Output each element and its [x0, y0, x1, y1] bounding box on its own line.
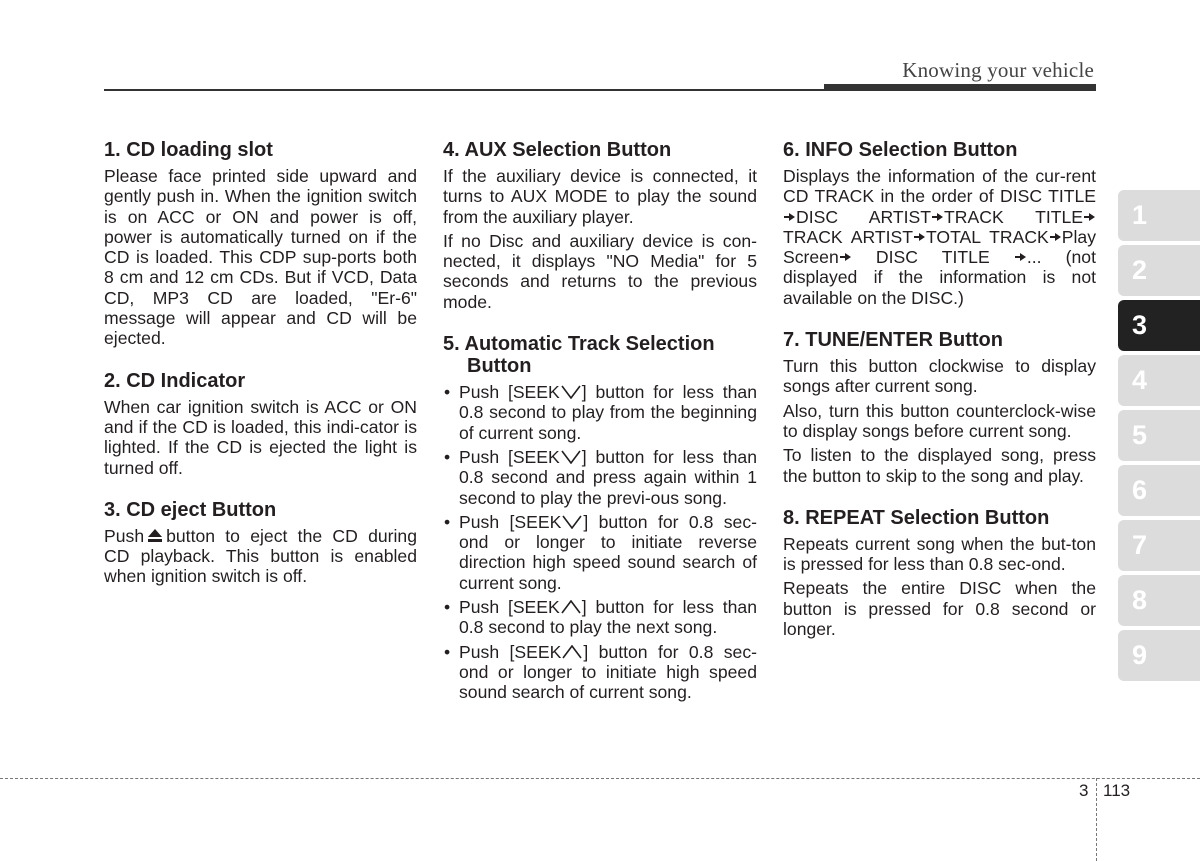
text-fragment: Push — [104, 525, 145, 546]
section-heading: 3. CD eject Button — [104, 498, 277, 521]
column-2 — [443, 139, 757, 724]
arrow-right-icon — [1015, 253, 1026, 261]
section-tune-enter-button — [783, 329, 1096, 486]
arrow-right-icon — [1084, 213, 1095, 221]
bullet-mark: • — [444, 641, 451, 662]
text-fragment: ] button for less than 0.8 second and press again within 1 second to play the previ-ous song. — [459, 446, 757, 508]
arrow-right-icon — [1050, 233, 1061, 241]
text-fragment: Play Screen — [783, 226, 1096, 268]
section-heading: 1. CD loading slot — [104, 139, 273, 161]
page-number: 113 — [1103, 781, 1131, 800]
section-info-selection-button — [783, 139, 1096, 308]
section-heading: 2. CD Indicator — [104, 369, 246, 392]
text-fragment: DISC TITLE — [851, 247, 1014, 268]
chevron-down-icon — [560, 450, 582, 464]
text-fragment: Push [SEEK — [459, 382, 560, 403]
section-text: If the auxiliary device is connected, it turns to AUX MODE to play the sound from the auxiliary player. — [443, 166, 757, 227]
section-repeat-selection-button — [783, 507, 1096, 639]
section-text: To listen to the displayed song, press the button to skip to the song and play. — [783, 445, 1096, 486]
section-text: Repeats current song when the but-ton is pressed for less than 0.8 sec-ond. — [783, 533, 1096, 575]
section-automatic-track-selection — [443, 333, 757, 702]
list-item — [443, 597, 757, 638]
chapter-tab-3[interactable]: 3 — [1118, 300, 1200, 351]
section-text: Please face printed side upward and gently push in. When the ignition switch is on ACC or ON and power is off, power is automatically turned on if the CD is loaded. This CDP sup-ports both 8 cm and 12 cm CDs. But if VCD, Data CD, MP3 CD are loaded, "Er-6" message will appear and CD will be ejected. — [104, 166, 417, 349]
list-item — [443, 447, 757, 508]
header-rule — [104, 89, 824, 91]
arrow-right-icon — [840, 253, 851, 261]
text-fragment: button to eject the CD during CD playback. This button is enabled when ignition switch is off. — [104, 525, 417, 587]
section-heading: 6. INFO Selection Button — [783, 139, 1018, 161]
section-text: When car ignition switch is ACC or ON and if the CD is loaded, this indi-cator is lighted. If the CD is ejected the light is turned off. — [104, 396, 417, 478]
section-cd-eject-button — [104, 499, 417, 587]
bullet-list — [443, 382, 757, 702]
chapter-tab-6[interactable]: 6 — [1118, 465, 1200, 516]
column-1 — [104, 139, 417, 608]
text-fragment: ] button for 0.8 sec-ond or longer to initiate reverse direction high speed sound search of current song. — [459, 511, 757, 593]
header-rule-accent — [824, 84, 1096, 91]
arrow-right-icon — [932, 213, 943, 221]
text-fragment: Push [SEEK — [459, 511, 562, 532]
text-fragment: ... (not displayed if the information is not available on the DISC.) — [783, 247, 1096, 308]
chapter-number: 3 — [1079, 781, 1089, 800]
section-text: Also, turn this button counterclock-wise to display songs before current song. — [783, 400, 1096, 441]
text-fragment: Push [SEEK — [459, 597, 560, 618]
bullet-mark: • — [444, 511, 451, 532]
arrow-right-icon — [784, 213, 795, 221]
section-text: If no Disc and auxiliary device is con-nected, it displays "NO Media" for 5 seconds and returns to the previous mode. — [443, 230, 757, 312]
bullet-mark: • — [444, 597, 451, 618]
page-number-divider — [1096, 778, 1097, 861]
footer-divider — [0, 778, 1200, 779]
list-item — [443, 642, 757, 703]
arrow-right-icon — [914, 233, 925, 241]
section-heading: 5. Automatic Track Selection Button — [443, 333, 715, 378]
running-header: Knowing your vehicle — [902, 58, 1094, 82]
chapter-tab-7[interactable]: 7 — [1118, 520, 1200, 571]
chapter-tab-9[interactable]: 9 — [1118, 630, 1200, 681]
chapter-tab-2[interactable]: 2 — [1118, 245, 1200, 296]
section-heading: 7. TUNE/ENTER Button — [783, 329, 1003, 352]
chevron-up-icon — [561, 645, 583, 659]
list-item — [443, 382, 757, 443]
chapter-tab-4[interactable]: 4 — [1118, 355, 1200, 406]
text-fragment: TOTAL TRACK — [925, 226, 1049, 247]
chapter-tabs — [1118, 190, 1200, 685]
chevron-up-icon — [560, 600, 582, 614]
text-fragment: TRACK ARTIST — [783, 226, 913, 247]
section-heading: 8. REPEAT Selection Button — [783, 506, 1050, 529]
text-fragment: DISC ARTIST — [796, 206, 932, 227]
list-item — [443, 512, 757, 593]
section-text: Turn this button clockwise to display songs after current song. — [783, 356, 1096, 397]
bullet-mark: • — [444, 382, 451, 403]
eject-icon — [147, 528, 163, 543]
chapter-tab-8[interactable]: 8 — [1118, 575, 1200, 626]
chevron-down-icon — [560, 385, 582, 399]
text-fragment: ] button for less than 0.8 second to play from the beginning of current song. — [459, 382, 757, 443]
text-fragment: TRACK TITLE — [944, 206, 1083, 227]
text-fragment: ] button for less than 0.8 second to play the next song. — [459, 597, 757, 638]
section-aux-selection-button — [443, 139, 757, 312]
column-3 — [783, 139, 1096, 660]
section-text — [783, 166, 1096, 308]
section-cd-indicator — [104, 370, 417, 478]
text-fragment: ] button for 0.8 sec-ond or longer to initiate high speed sound search of current song. — [459, 641, 757, 703]
section-text — [104, 526, 417, 587]
text-fragment: Displays the information of the cur-rent CD TRACK in the order of DISC TITLE — [783, 166, 1096, 207]
section-text: Repeats the entire DISC when the button is pressed for 0.8 second or longer. — [783, 578, 1096, 640]
section-heading: 4. AUX Selection Button — [443, 139, 672, 161]
chapter-tab-1[interactable]: 1 — [1118, 190, 1200, 241]
bullet-mark: • — [444, 446, 451, 467]
text-fragment: Push [SEEK — [459, 446, 560, 467]
chevron-down-icon — [561, 515, 583, 529]
text-fragment: Push [SEEK — [459, 641, 562, 662]
section-cd-loading-slot — [104, 139, 417, 349]
chapter-tab-5[interactable]: 5 — [1118, 410, 1200, 461]
